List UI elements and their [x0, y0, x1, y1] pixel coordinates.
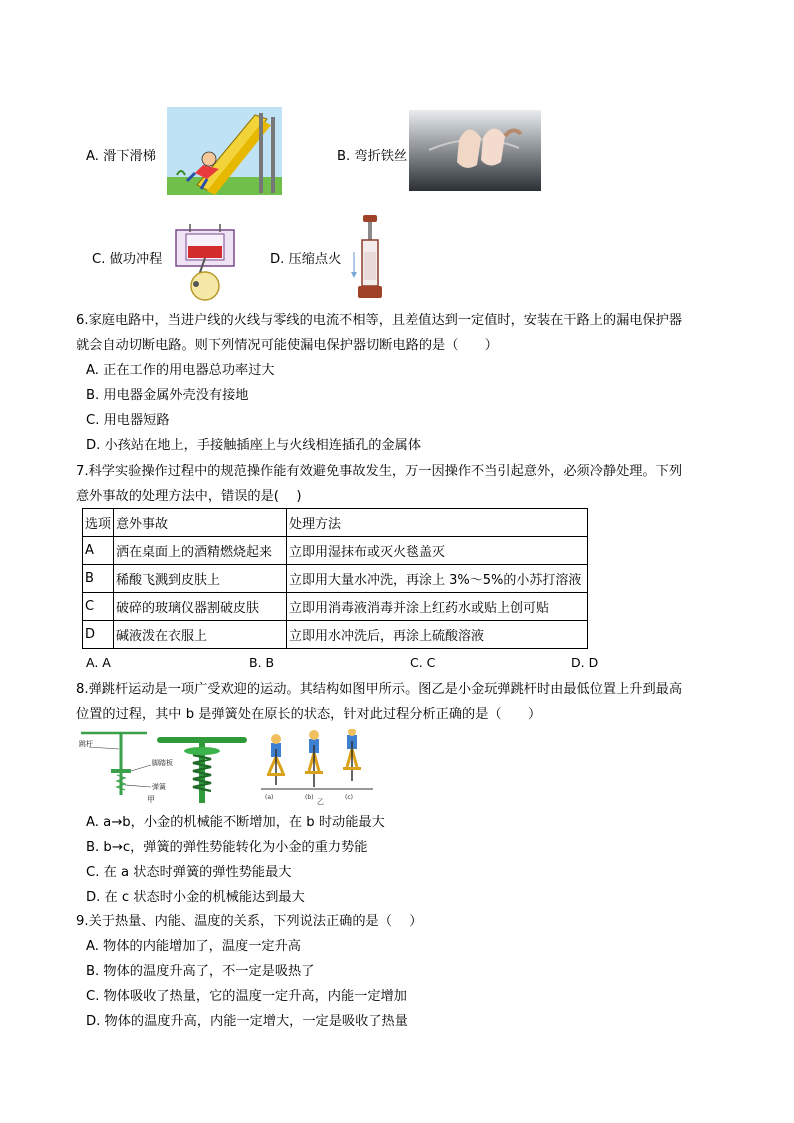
q5-option-d-label: D. 压缩点火 — [270, 252, 342, 267]
table-row — [83, 537, 588, 565]
q8-stem-line-2: 位置的过程，其中 b 是弹簧处在原长的状态，针对此过程分析正确的是（ ） — [76, 707, 542, 722]
q9-option-a: A. 物体的内能增加了，温度一定升高 — [86, 939, 301, 954]
state-label-a: (a) — [265, 794, 274, 801]
table-cell: 立即用湿抹布或灭火毯盖灭 — [287, 537, 588, 565]
slide-illustration — [167, 107, 282, 195]
q7-answer-d: D. D — [571, 655, 599, 670]
q5-option-a-label: A. 滑下滑梯 — [86, 149, 156, 164]
q9-stem: 9.关于热量、内能、温度的关系，下列说法正确的是（ ） — [76, 914, 423, 929]
q6-stem-line-1: 6.家庭电路中，当进户线的火线与零线的电流不相等，且差值达到一定值时，安装在干路上的漏电保护器 — [76, 313, 683, 328]
table-cell: D — [83, 621, 114, 649]
part-label-tiaogan: 跳杆 — [79, 740, 93, 748]
q7-stem-line-2: 意外事故的处理方法中，错误的是( ) — [76, 489, 302, 504]
pogo-stick-figure — [77, 729, 377, 805]
table-row — [83, 565, 588, 593]
part-label-jiaotaban: 脚踏板 — [152, 759, 173, 767]
table-cell: 稀酸飞溅到皮肤上 — [114, 565, 287, 593]
q7-answer-b: B. B — [249, 655, 275, 670]
table-cell: 碱液泼在衣服上 — [114, 621, 287, 649]
q8-option-a: A. a→b，小金的机械能不断增加，在 b 时动能最大 — [86, 815, 385, 830]
figure-label-jia: 甲 — [147, 795, 155, 804]
table-row — [83, 593, 588, 621]
table-cell: 立即用消毒液消毒并涂上红药水或贴上创可贴 — [287, 593, 588, 621]
q6-option-c: C. 用电器短路 — [86, 413, 170, 428]
q6-stem-line-2: 就会自动切断电路。则下列情况可能使漏电保护器切断电路的是（ ） — [76, 338, 498, 353]
table-cell: B — [83, 565, 114, 593]
table-cell: 立即用水冲洗后，再涂上硫酸溶液 — [287, 621, 588, 649]
q9-option-b: B. 物体的温度升高了，不一定是吸热了 — [86, 964, 315, 979]
fire-piston-diagram — [346, 212, 394, 304]
q9-option-c: C. 物体吸收了热量，它的温度一定升高，内能一定增加 — [86, 989, 407, 1004]
table-header-row — [83, 509, 588, 537]
table-header-cell: 处理方法 — [287, 509, 588, 537]
engine-power-stroke-diagram — [166, 220, 244, 302]
table-cell: 破碎的玻璃仪器割破皮肤 — [114, 593, 287, 621]
q8-option-c: C. 在 a 状态时弹簧的弹性势能最大 — [86, 865, 292, 880]
state-label-b: (b) — [305, 794, 314, 801]
q8-option-b: B. b→c，弹簧的弹性势能转化为小金的重力势能 — [86, 840, 368, 855]
part-label-tanhuang: 弹簧 — [152, 783, 166, 791]
table-cell: C — [83, 593, 114, 621]
q8-stem-line-1: 8.弹跳杆运动是一项广受欢迎的运动。其结构如图甲所示。图乙是小金玩弹跳杆时由最低位置上升到最高 — [76, 682, 683, 697]
q6-option-d: D. 小孩站在地上，手接触插座上与火线相连插孔的金属体 — [86, 438, 422, 453]
state-label-c: (c) — [345, 794, 353, 801]
table-cell: A — [83, 537, 114, 565]
table-row — [83, 621, 588, 649]
q9-option-d: D. 物体的温度升高，内能一定增大，一定是吸收了热量 — [86, 1014, 408, 1029]
q7-answer-c: C. C — [410, 655, 436, 670]
q7-answer-a: A. A — [86, 655, 111, 670]
q5-option-c-label: C. 做功冲程 — [92, 252, 163, 267]
bending-wire-photo — [409, 110, 541, 191]
q7-stem-line-1: 7.科学实验操作过程中的规范操作能有效避免事故发生，万一因操作不当引起意外，必须冷静处理。下列 — [76, 464, 683, 479]
table-cell: 立即用大量水冲洗，再涂上 3%～5%的小苏打溶液 — [287, 565, 588, 593]
table-cell: 洒在桌面上的酒精燃烧起来 — [114, 537, 287, 565]
accident-table — [82, 508, 588, 649]
table-header-cell: 选项 — [83, 509, 114, 537]
q5-option-b-label: B. 弯折铁丝 — [337, 149, 408, 164]
q8-option-d: D. 在 c 状态时小金的机械能达到最大 — [86, 890, 305, 905]
q6-option-b: B. 用电器金属外壳没有接地 — [86, 388, 249, 403]
q6-option-a: A. 正在工作的用电器总功率过大 — [86, 363, 275, 378]
figure-label-yi: 乙 — [317, 798, 324, 805]
table-header-cell: 意外事故 — [114, 509, 287, 537]
